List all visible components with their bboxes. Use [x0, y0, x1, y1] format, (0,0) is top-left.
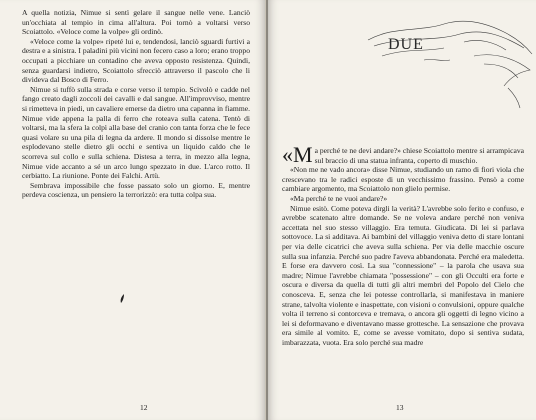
drop-cap: «M: [282, 142, 313, 167]
chapter-ornament-icon: [364, 12, 534, 112]
paragraph-text: a perché te ne devi andare?» chiese Scoiattolo mentre si arrampicava sul braccio di una statua infranta, coperto di muschio.: [314, 146, 524, 165]
paragraph: Sembrava impossibile che fosse passato solo un giorno. E, mentre perdeva coscienza, un pensiero la terrorizzò: era tutta colpa sua.: [22, 180, 250, 200]
chapter-title: DUE: [388, 36, 424, 53]
right-page: [268, 0, 536, 420]
paragraph: Nimue esitò. Come poteva dirgli la verità? L'avrebbe solo ferito e confuso, e avrebbe scatenato altre domande. Se ne voleva andare perché non veniva accettata nel suo stesso villaggio. Era temuta. Giudicata. Di lei si parlava sottovoce. La si additava. Ai bambini del villaggio veniva detto di stare lontani per via delle cicatrici che aveva sulla schiena. Per via delle macchie oscure sulla sua infanzia. Perché suo padre l'aveva abbandonata. Perché era maledetta. E forse era davvero così. La sua "connessione" – la parola che usava sua madre; Nimue l'avrebbe chiamata "possessione" – con gli Occulti era forte e oscura e diversa da quella di tutti gli altri membri del Popolo del Cielo che conosceva. E, senza che lei potesse controllarla, si manifestava in maniere strane, talvolta violente e inaspettate, con visioni o convulsioni, oppure qualche volta il terreno si contorceva e tremava, o ancora gli oggetti di legno vicino a lei si deformavano e diventavano masse grottesche. La sensazione che provava era simile al vomito. E, come se avesse vomitato, dopo si sentiva sudata, imbarazzata, vuota. Era solo perché sua madre: [282, 203, 524, 347]
paragraph: A quella notizia, Nimue si sentì gelare il sangue nelle vene. Lanciò un'occhiata al tempio in cima all'altura. Poi tornò a voltarsi verso Scoiattolo. «Veloce come la volpe» gli ordinò.: [22, 8, 250, 37]
paragraph: «Veloce come la volpe» ripeté lui e, tendendosi, lanciò sguardi furtivi a destra e a sinistra. I paladini più vicini non fecero caso a loro; erano troppo occupati a picchiare un contadino che aveva opposto resistenza. Quindi, senza guardarsi indietro, Scoiattolo sfrecciò attraverso il pascolo che li divideva dal Bosco di Ferro.: [22, 36, 250, 85]
right-page-text: [282, 142, 524, 347]
paragraph: «Ma perché te ne vuoi andare?»: [290, 193, 388, 203]
left-page: [0, 0, 266, 420]
paragraph: [282, 142, 524, 167]
page-number: 13: [396, 403, 404, 412]
ink-mark-icon: [119, 294, 127, 304]
left-page-text: [22, 8, 250, 200]
page-number: 12: [140, 403, 148, 412]
paragraph: Nimue si tuffò sulla strada e corse verso il tempio. Scivolò e cadde nel fango creato dagli zoccoli dei cavalli e dal sangue. All'improvviso, mentre si rimetteva in piedi, un cavaliere emerse da dietro una capanna in fiamme. Nimue vide appena la palla di ferro che roteava sulla catena. Tentò di voltarsi, ma la sfera la colpì alla base del cranio con tanta forza che le fece quasi volare su una pila di legna da ardere. Il mondo si dissolse mentre le esplodevano stelle dietro gli occhi e sentiva un liquido caldo che le scorreva sul collo e sulla schiena. Distesa a terra, in mezzo alla legna, Nimue vide accanto a sé un arco lungo spezzato in due. L'arco rotto. Il cerbiatto. La riunione. Ponte dei Falchi. Artù.: [22, 84, 250, 181]
paragraph: «Non me ne vado ancora» disse Nimue, studiando un ramo di fiori viola che crescevano tra le radici esposte di un vecchissimo frassino. Pensò a come cambiare argomento, ma Scoiattolo non glielo permise.: [282, 165, 524, 194]
